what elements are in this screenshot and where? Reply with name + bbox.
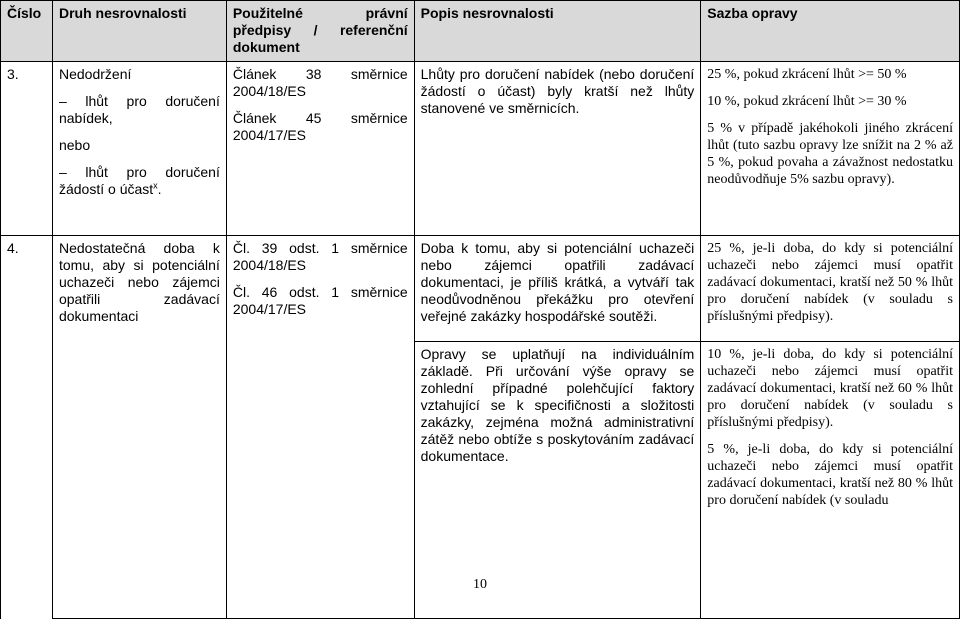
footnote-marker: x [153,180,158,191]
row4-number: 4. [1,236,53,619]
table-row [1,236,960,342]
header-number: Číslo [1,1,53,62]
row4-rate1: 25 %, je-li doba, do kdy si potenciální uchazeči nebo zájemci musí opatřit zadávací dokumentaci, kratší než 50 % lhůt pro doručení nabídek (v souladu s příslušnými předpisy). [701,236,960,342]
row4-description1: Doba k tomu, aby si potenciální uchazeči nebo zájemci opatřili zadávací dokumentaci, je příliš krátká, a vytváří tak neodůvodněnou překážku pro otevření veřejné zakázky hospodářské soutěži. [414,236,701,342]
row4-law2: Čl. 46 odst. 1 směrnice 2004/17/ES [232,284,408,317]
row3-law2: Článek 45 směrnice 2004/17/ES [232,110,408,143]
row3-law [226,62,414,236]
row4-description2: Opravy se uplatňují na individuálním základě. Při určování výše opravy se zohlední případné polehčující faktory vztahující se k specifičnosti a složitosti zakázky, zejména možná administrativní zátěž nebo obtíže s poskytováním zadávací dokumentace. [414,342,701,619]
row4-type: Nedostatečná doba k tomu, aby si potenciální uchazeči nebo zájemci opatřili zadávací dokumentaci [52,236,226,619]
row3-type-or: nebo [58,137,91,153]
row4-law [226,236,414,619]
row3-rate2: 10 %, pokud zkrácení lhůt >= 30 % [707,94,907,109]
row3-type-item1: – lhůt pro doručení nabídek, [58,93,220,126]
table-row [1,62,960,236]
row3-description: Lhůty pro doručení nabídek (nebo doručení žádostí o účast) byly kratší než lhůty stanovené ve směrnicích. [414,62,701,236]
row3-rate [701,62,960,236]
row3-rate3: 5 % v případě jakéhokoli jiného zkrácení lhůt (tuto sazbu opravy lze snížit na 2 % až 5 %, pokud povaha a závažnost nedostatku neodůvodňuje 5% sazbu opravy). [707,121,953,187]
header-type: Druh nesrovnalosti [52,1,226,62]
row3-number: 3. [1,62,53,236]
row4-law1: Čl. 39 odst. 1 směrnice 2004/18/ES [232,240,408,273]
row3-rate1: 25 %, pokud zkrácení lhůt >= 50 % [707,67,907,82]
page-number: 10 [473,577,487,592]
row3-law1: Článek 38 směrnice 2004/18/ES [232,66,408,99]
header-law: Použitelné právní předpisy / referenční dokument [226,1,414,62]
table-header-row [1,1,960,62]
row3-type [52,62,226,236]
header-rate: Sazba opravy [701,1,960,62]
row4-rate2: 10 %, je-li doba, do kdy si potenciální uchazeči nebo zájemci musí opatřit zadávací dokumentaci, kratší než 60 % lhůt pro doručení nabídek (v souladu s příslušnými předpisy). [707,347,953,430]
row3-type-item2: – lhůt pro doručení žádostí o účast$^x$. [58,164,220,197]
header-description: Popis nesrovnalosti [414,1,701,62]
row4-rate3: 5 %, je-li doba, do kdy si potenciální uchazeči nebo zájemci musí opatřit zadávací dokumentaci, kratší než 80 % lhůt pro doručení nabídek (v souladu [707,442,953,508]
row3-type-title: Nedodržení [58,66,132,82]
